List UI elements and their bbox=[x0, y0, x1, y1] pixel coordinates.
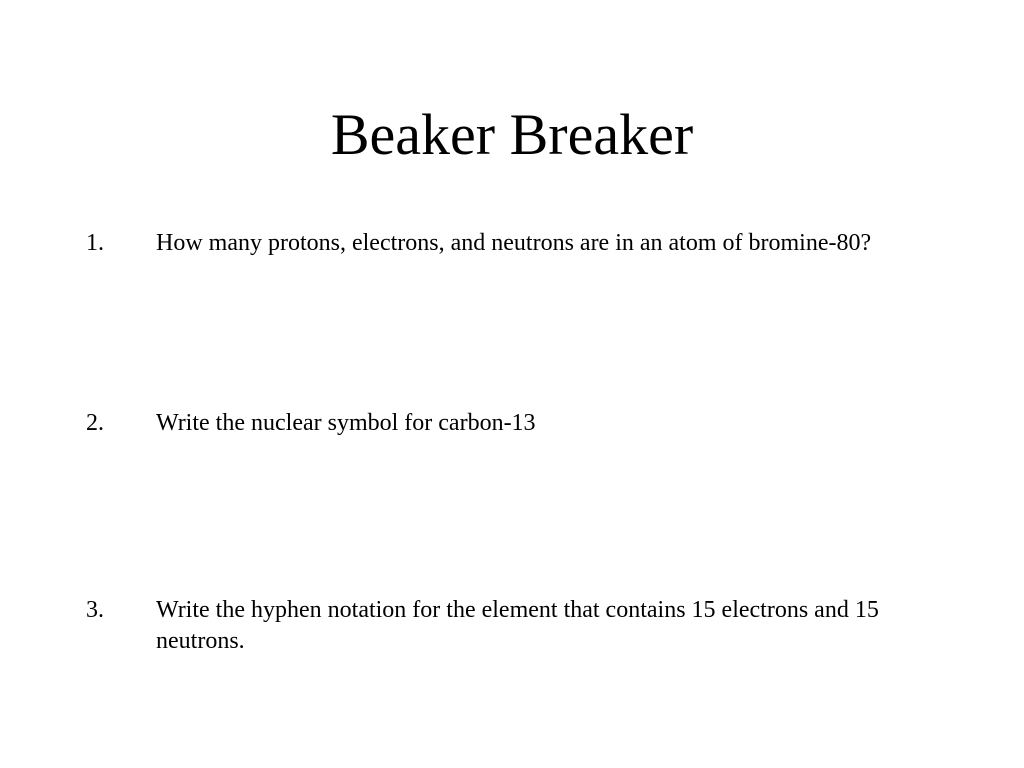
question-number: 2. bbox=[86, 410, 104, 436]
question-text: Write the nuclear symbol for carbon-13 bbox=[156, 410, 536, 436]
slide-title: Beaker Breaker bbox=[330, 102, 694, 167]
question-text: Write the hyphen notation for the element that contains 15 electrons and 15 neutrons. bbox=[156, 597, 879, 654]
question-item-3 bbox=[86, 595, 956, 657]
question-text: How many protons, electrons, and neutrons are in an atom of bromine-80? bbox=[156, 230, 872, 256]
question-item-2 bbox=[86, 408, 956, 439]
question-number: 1. bbox=[86, 230, 104, 256]
question-item-1 bbox=[86, 228, 956, 259]
question-number: 3. bbox=[86, 597, 104, 623]
